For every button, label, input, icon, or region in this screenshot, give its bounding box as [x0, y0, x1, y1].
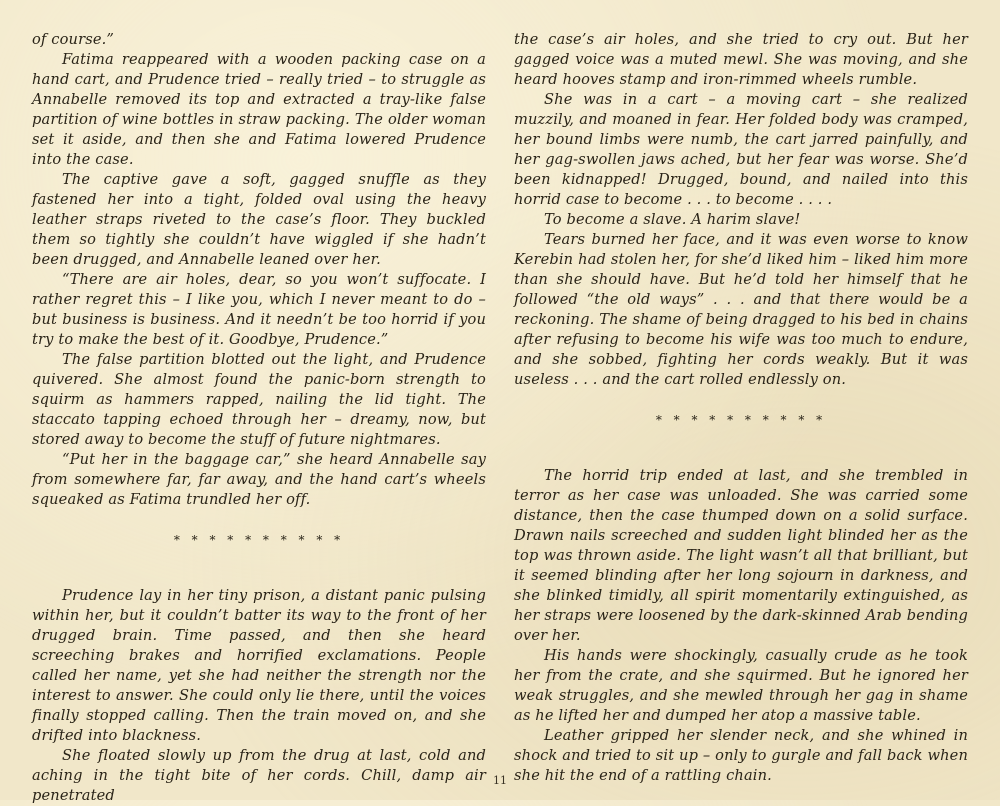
paragraph: Prudence lay in her tiny prison, a distant panic pulsing within her, but it couldn’t batter its way to the front of her drugged brain. Time passed, and then she heard screeching brakes and horrified exclamations. People called her name, yet she had neither the strength nor the interest to answer. She could only lie there, until the voices finally stopped calling. Then the train moved on, and she drifted into blackness. — [32, 587, 486, 744]
scene-separator: * * * * * * * * * * — [655, 413, 827, 427]
paragraph: “Put her in the baggage car,” she heard Annabelle say from somewhere far, far away, and the hand cart’s wheels squeaked as Fatima trundled her off. — [32, 451, 486, 508]
paragraph: His hands were shockingly, casually crude as he took her from the crate, and she squirmed. But he ignored her weak struggles, and she mewled through her gag in shame as he lifted her and dumped her atop a massive table. — [514, 647, 968, 724]
paragraph: To become a slave. A harim slave! — [544, 211, 801, 228]
paragraph: She was in a cart – a moving cart – she realized muzzily, and moaned in fear. Her folded body was cramped, her bound limbs were numb, the cart jarred painfully, and her gag-swollen jaws ached, but her fear was worse. She’d been kidnapped! Drugged, bound, and nailed into this horrid case to become . . . to become . . . . — [514, 91, 968, 208]
paragraph: She floated slowly up from the drug at last, cold and aching in the tight bite of her cords. Chill, damp air penetrated — [32, 747, 486, 804]
paragraph: The captive gave a soft, gagged snuffle as they fastened her into a tight, folded oval using the heavy leather straps riveted to the case’s floor. They buckled them so tightly she couldn’t have wiggled if she hadn’t been drugged, and Annabelle leaned over her. — [32, 171, 486, 268]
paragraph: The false partition blotted out the light, and Prudence quivered. She almost found the panic-born strength to squirm as hammers rapped, nailing the lid tight. The staccato tapping echoed through her – dreamy, now, but stored away to become the stuff of future nightmares. — [32, 351, 486, 448]
paragraph: of course.” — [32, 31, 115, 48]
paragraph: the case’s air holes, and she tried to cry out. But her gagged voice was a muted mewl. She was moving, and she heard hooves stamp and iron-rimmed wheels rumble. — [514, 31, 968, 88]
page-number: 11 — [493, 774, 507, 787]
scene-separator: * * * * * * * * * * — [173, 533, 345, 547]
paragraph: The horrid trip ended at last, and she trembled in terror as her case was unloaded. She was carried some distance, then the case thumped down on a solid surface. Drawn nails screeched and sudden light blinded her as the top was thrown aside. The light wasn’t all that brilliant, but it seemed blinding after her long sojourn in darkness, and she blinked timidly, all spirit momentarily extinguished, as her straps were loosened by the dark-skinned Arab bending over her. — [514, 467, 968, 644]
left-column — [32, 30, 486, 806]
paragraph: Fatima reappeared with a wooden packing case on a hand cart, and Prudence tried – really tried – to struggle as Annabelle removed its top and extracted a tray-like false partition of wine bottles in straw packing. The older woman set it aside, and then she and Fatima lowered Prudence into the case. — [32, 51, 486, 168]
paragraph: Tears burned her face, and it was even worse to know Kerebin had stolen her, for she’d liked him – liked him more than she should have. But he’d told her himself that he followed “the old ways” . . . and that there would be a reckoning. The shame of being dragged to his bed in chains after refusing to become his wife was too much to endure, and she sobbed, fighting her cords weakly. But it was useless . . . and the cart rolled endlessly on. — [514, 231, 968, 388]
paragraph: “There are air holes, dear, so you won’t suffocate. I rather regret this – I like you, which I never meant to do – but business is business. And it needn’t be too horrid if you try to make the best of it. Goodbye, Prudence.” — [32, 271, 486, 348]
paragraph: Leather gripped her slender neck, and she whined in shock and tried to sit up – only to gurgle and fall back when she hit the end of a rattling chain. — [514, 727, 968, 784]
right-column — [514, 30, 968, 786]
